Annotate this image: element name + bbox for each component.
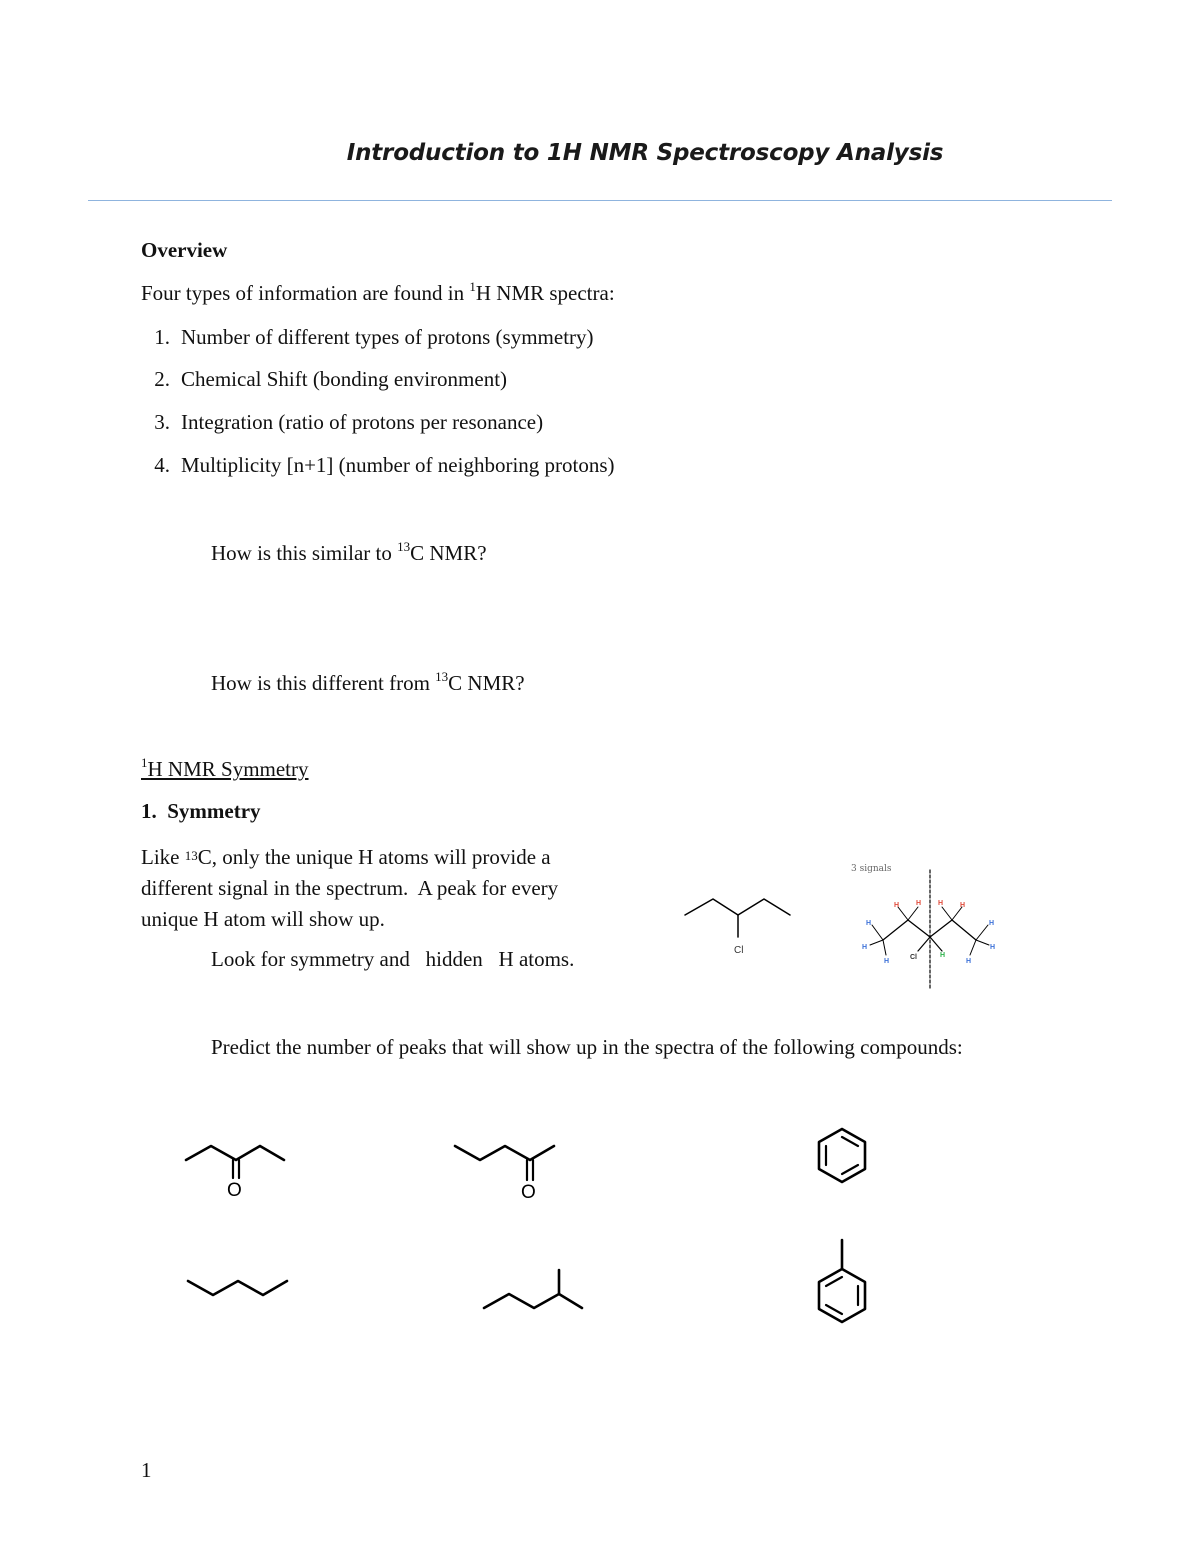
overview-intro-pre: Four types of information are found in (141, 281, 470, 305)
double-bond (842, 1165, 858, 1174)
symmetry-paragraph-line: unique H atom will show up. (141, 907, 385, 931)
symmetry-paragraph-sup: 13 (184, 848, 198, 863)
section-heading (141, 757, 309, 782)
oxygen-label: O (521, 1182, 536, 1203)
symmetry-paragraph-line (141, 842, 558, 873)
symmetry-paragraph-pre: Like (141, 845, 185, 869)
hydrogen-label: H (940, 952, 946, 959)
question-different-pre: How is this different from (211, 671, 436, 695)
methylbutane-chain (484, 1294, 582, 1308)
double-bond (842, 1137, 858, 1146)
symmetry-paragraph (141, 842, 558, 935)
pentanone-chain (455, 1146, 554, 1160)
chlorobutane-chain (685, 899, 790, 915)
title-divider (88, 200, 1112, 201)
question-different-post: C NMR? (448, 671, 525, 695)
question-different (211, 671, 525, 696)
overview-list-item (130, 453, 615, 478)
symmetry-subheading: 1. Symmetry (141, 799, 261, 823)
hydrogen-label: H (989, 920, 995, 927)
hydrogen-label: H (862, 944, 868, 951)
list-text: Integration (ratio of protons per resonance) (181, 410, 544, 434)
predict-instruction: Predict the number of peaks that will show up in the spectra of the following compounds: (211, 1035, 963, 1059)
list-text: Number of different types of protons (symmetry) (181, 325, 594, 349)
double-bond (826, 1305, 842, 1314)
hydrogen-label: H (938, 900, 944, 907)
hydrogen-label: H (960, 902, 966, 909)
list-number: 1. (154, 325, 170, 349)
chlorine-label: Cl (734, 945, 744, 956)
list-text: Chemical Shift (bonding environment) (181, 367, 508, 391)
list-number: 3. (154, 410, 170, 434)
list-text: Multiplicity [n+1] (number of neighboring protons) (181, 453, 615, 477)
question-similar-post: C NMR? (410, 541, 487, 565)
pentan-2-one-structure (450, 1138, 560, 1203)
hydrogen-label: H (866, 920, 872, 927)
chlorobutane-structure (680, 895, 795, 960)
page-title: Introduction to 1H NMR Spectroscopy Analysis (346, 140, 944, 166)
hydrogen-label: H (894, 902, 900, 909)
symmetry-paragraph-post: C, only the unique H atoms will provide a (197, 845, 551, 869)
list-number: 2. (154, 367, 170, 391)
overview-list-item (130, 325, 594, 350)
diagram-caption: 3 signals (851, 864, 892, 874)
symmetry-diagram (848, 855, 1008, 995)
section-heading-text: H NMR Symmetry (147, 757, 309, 781)
symmetry-hint: Look for symmetry and hidden H atoms. (211, 947, 575, 971)
hydrogen-label: H (990, 944, 996, 951)
pentane-chain (188, 1281, 287, 1295)
diagram-cl-bond (918, 937, 930, 951)
question-similar-pre: How is this similar to (211, 541, 398, 565)
pentane-structure (182, 1272, 292, 1304)
toluene-structure (812, 1236, 872, 1328)
hydrogen-label: H (884, 958, 890, 965)
section-heading-sup: 1 (141, 755, 148, 770)
diagram-h-bond (930, 937, 942, 951)
chlorine-label: Cl (910, 954, 917, 961)
overview-list-item (130, 410, 543, 435)
question-different-sup: 13 (435, 669, 449, 684)
oxygen-label: O (227, 1180, 242, 1201)
page-number: 1 (141, 1458, 152, 1482)
question-similar-sup: 13 (397, 539, 411, 554)
overview-intro-sup: 1 (469, 279, 476, 294)
symmetry-paragraph-line: different signal in the spectrum. A peak for every (141, 876, 559, 900)
hydrogen-label: H (916, 900, 922, 907)
pentan-3-one-structure (180, 1138, 290, 1201)
double-bond (826, 1277, 842, 1286)
overview-intro (141, 281, 615, 306)
question-similar (211, 541, 487, 566)
overview-intro-post: H NMR spectra: (475, 281, 615, 305)
overview-heading: Overview (141, 238, 228, 262)
list-number: 4. (154, 453, 170, 477)
2-methylbutane-structure (478, 1264, 588, 1316)
hydrogen-label: H (966, 958, 972, 965)
benzene-structure (812, 1126, 872, 1188)
pentanone-chain (186, 1146, 284, 1160)
overview-list-item (130, 367, 507, 392)
